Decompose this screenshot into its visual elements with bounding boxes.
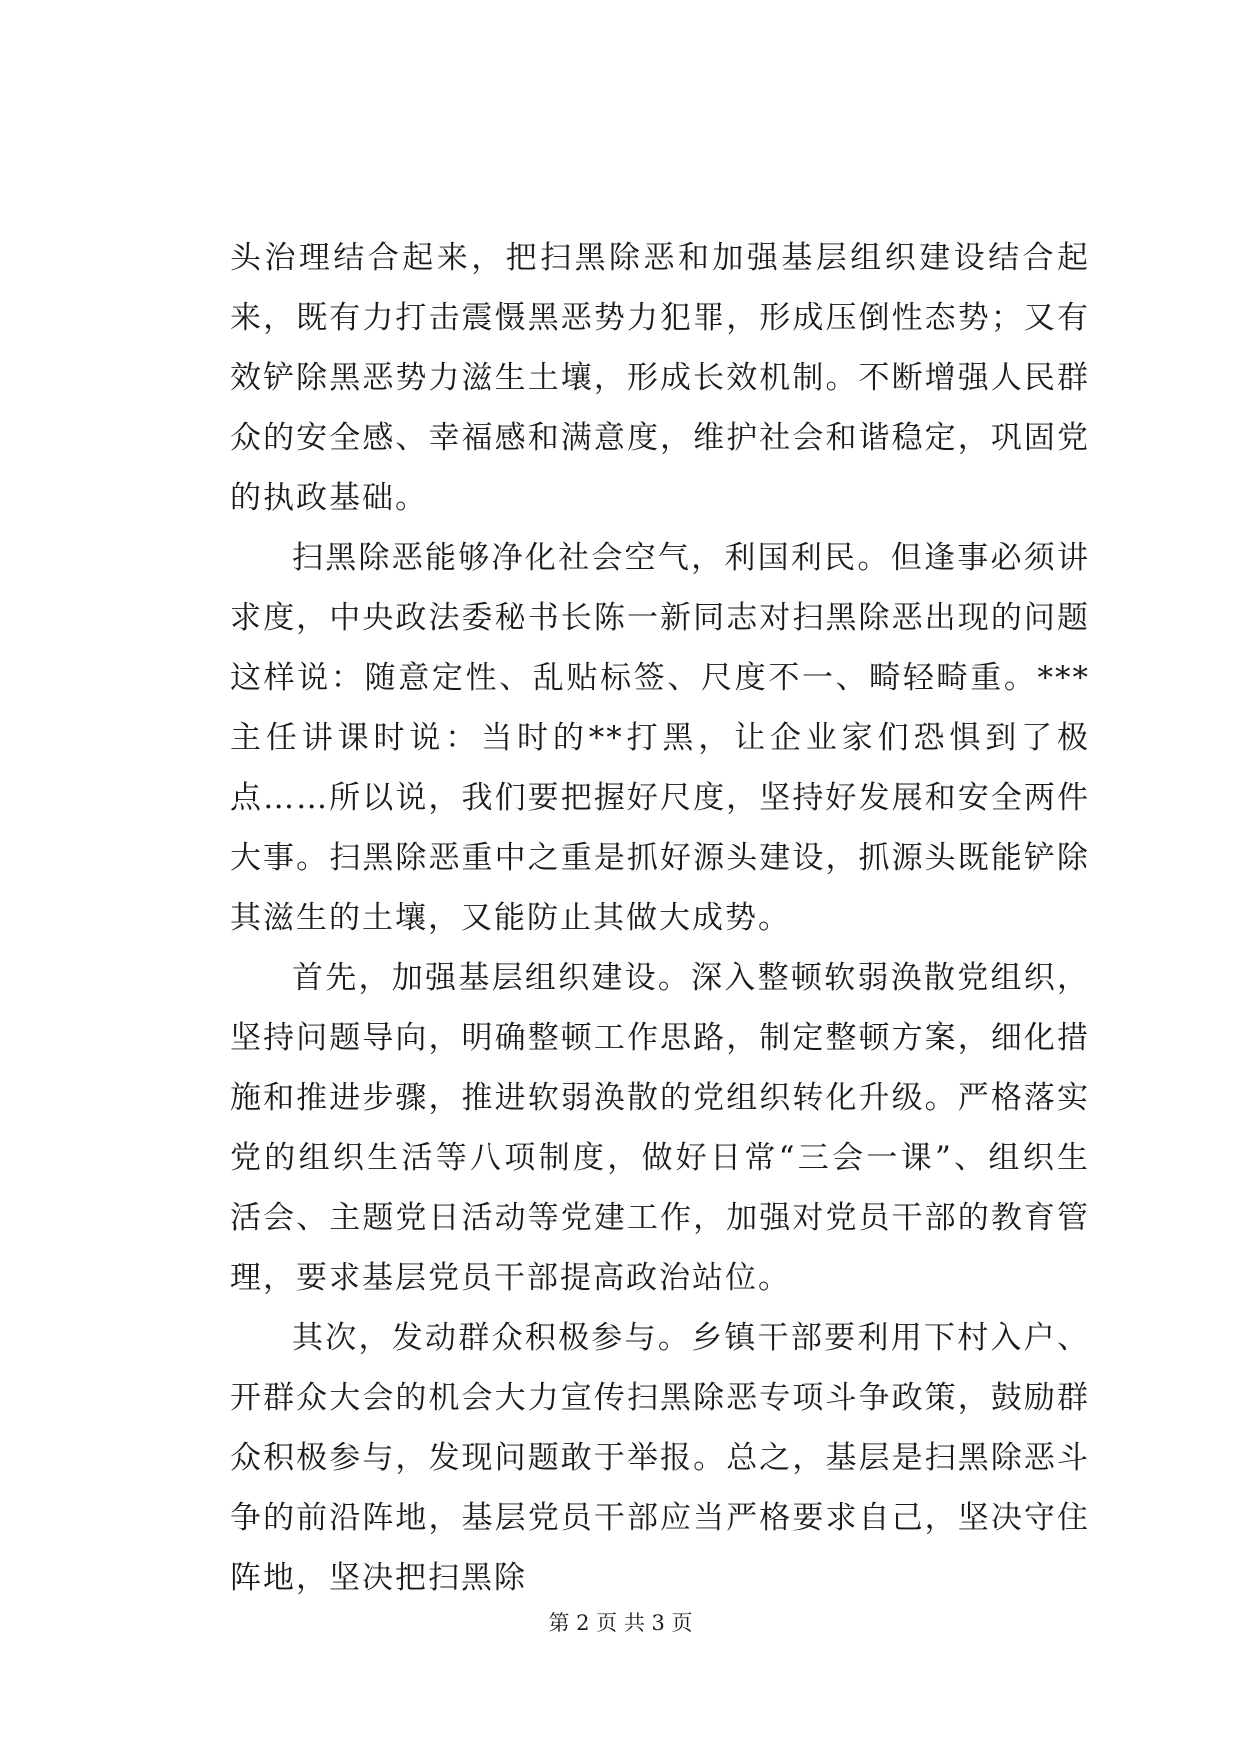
page-number-label: 第 2 页 共 3 页 [548,1611,693,1635]
paragraph-scope: 扫黑除恶能够净化社会空气，利国利民。但逢事必须讲求度，中央政法委秘书长陈一新同志对扫黑除恶出现的问题这样说：随意定性、乱贴标签、尺度不一、畸轻畸重。***主任讲课时说：当时的**打黑，让企业家们恐惧到了极点……所以说，我们要把握好尺度，坚持好发展和安全两件大事。扫黑除恶重中之重是抓好源头建设，抓源头既能铲除其滋生的土壤，又能防止其做大成势。 [230,540,1090,936]
paragraph-continuation: 头治理结合起来，把扫黑除恶和加强基层组织建设结合起来，既有力打击震慑黑恶势力犯罪，形成压倒性态势；又有效铲除黑恶势力滋生土壤，形成长效机制。不断增强人民群众的安全感、幸福感和满意度，维护社会和谐稳定，巩固党的执政基础。 [230,240,1090,516]
paragraph-second-measure: 其次，发动群众积极参与。乡镇干部要利用下村入户、开群众大会的机会大力宣传扫黑除恶专项斗争政策，鼓励群众积极参与，发现问题敢于举报。总之，基层是扫黑除恶斗争的前沿阵地，基层党员干部应当严格要求自己，坚决守住阵地，坚决把扫黑除 [230,1320,1090,1596]
paragraph-first-measure: 首先，加强基层组织建设。深入整顿软弱涣散党组织，坚持问题导向，明确整顿工作思路，制定整顿方案，细化措施和推进步骤，推进软弱涣散的党组织转化升级。严格落实党的组织生活等八项制度，做好日常“三会一课”、组织生活会、主题党日活动等党建工作，加强对党员干部的教育管理，要求基层党员干部提高政治站位。 [230,960,1090,1296]
document-body [230,228,1090,1608]
page-footer [0,1608,1241,1638]
